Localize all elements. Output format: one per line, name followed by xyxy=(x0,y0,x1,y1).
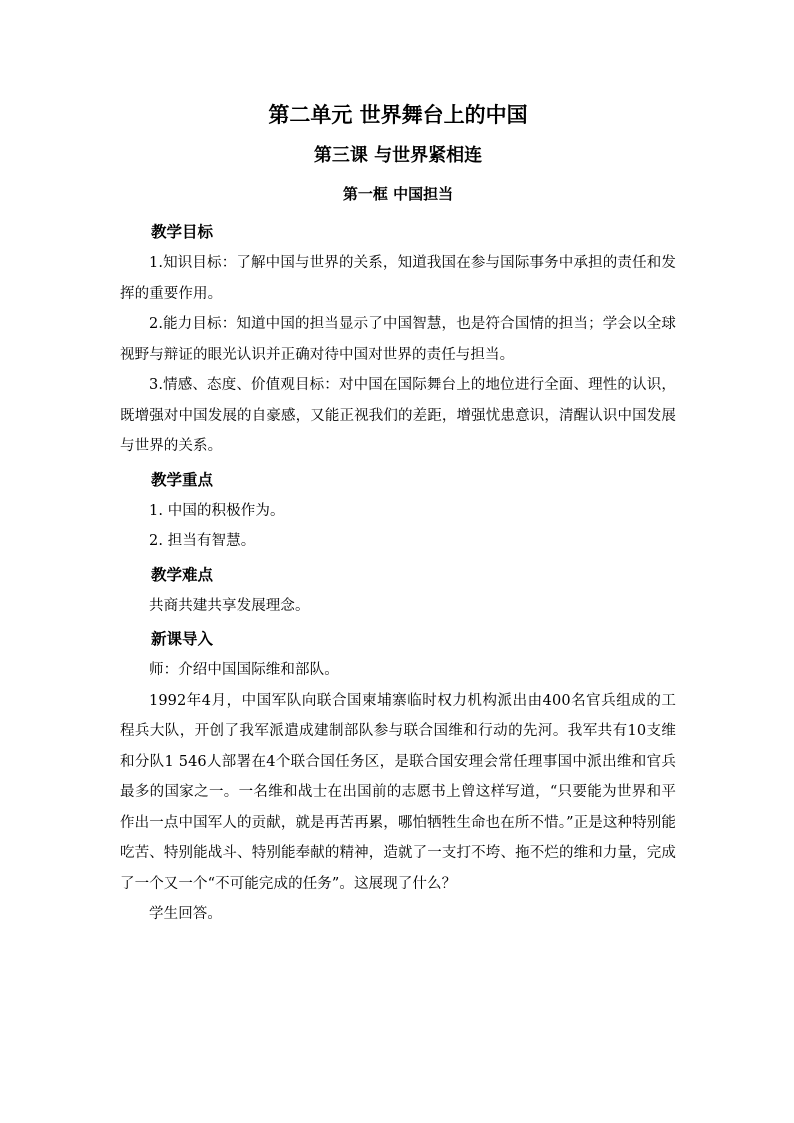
unit-title: 第二单元 世界舞台上的中国 xyxy=(268,103,528,127)
difficulty-item: 共商共建共享发展理念。 xyxy=(149,597,310,614)
key-point-item: 1. 中国的积极作为。 xyxy=(149,502,285,519)
objective-knowledge: 1.知识目标：了解中国与世界的关系，知道我国在参与国际事务中承担的责任和发挥的重要作用。 xyxy=(120,255,676,302)
key-point-item: 2. 担当有智慧。 xyxy=(149,533,256,549)
lesson-title: 第三课 与世界紧相连 xyxy=(313,145,483,166)
frame-title: 第一框 中国担当 xyxy=(342,185,454,203)
difficulties-heading: 教学难点 xyxy=(151,565,214,584)
intro-student-answer: 学生回答。 xyxy=(149,906,222,922)
document-page xyxy=(120,100,676,930)
objectives-heading: 教学目标 xyxy=(151,223,214,241)
introduction-heading: 新课导入 xyxy=(151,630,214,648)
key-points-heading: 教学重点 xyxy=(151,470,214,489)
intro-story-paragraph: 1992年4月，中国军队向联合国柬埔寨临时权力机构派出由400名官兵组成的工程兵大队，开创了我军派遣成建制部队参与联合国维和行动的先河。我军共有10支维和分队1 546人部署在4个联合国任务区，是联合国安理会常任理事国中派出维和官兵最多的国家之一。一名维和战士在出国前的志愿书上曾这样写道，“只要能为世界和平作出一点中国军人的贡献，就是再苦再累，哪怕牺牲生命也在所不惜。”正是这种特别能吃苦、特别能战斗、特别能奉献的精神，造就了一支打不垮、拖不烂的维和力量，完成了一个又一个“不可能完成的任务”。这展现了什么？ xyxy=(120,692,676,892)
intro-teacher-line: 师：介绍中国国际维和部队。 xyxy=(149,662,339,678)
objective-ability: 2.能力目标：知道中国的担当显示了中国智慧，也是符合国情的担当；学会以全球视野与辩证的眼光认识并正确对待中国对世界的责任与担当。 xyxy=(120,316,676,363)
objective-values: 3.情感、态度、价值观目标：对中国在国际舞台上的地位进行全面、理性的认识，既增强对中国发展的自豪感，又能正视我们的差距，增强忧患意识，清醒认识中国发展与世界的关系。 xyxy=(120,377,676,454)
